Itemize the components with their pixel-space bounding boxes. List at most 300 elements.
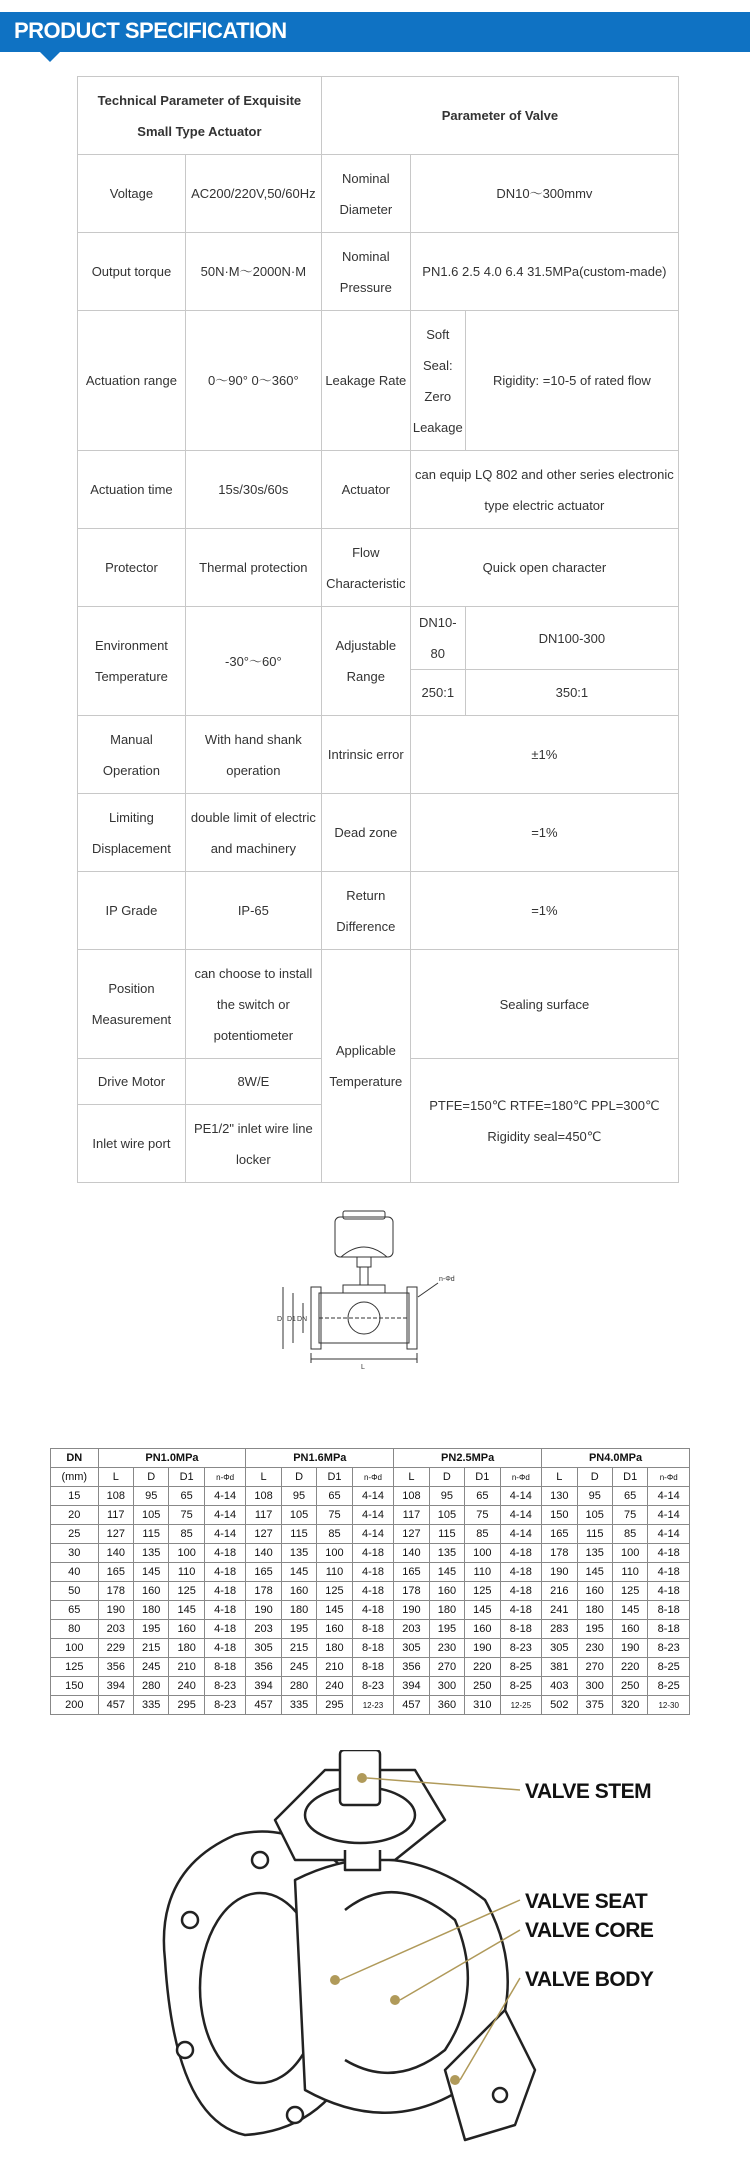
dims-cell: 4-14	[204, 1525, 246, 1544]
dims-cell: 230	[429, 1639, 464, 1658]
table-row	[51, 1620, 690, 1639]
dims-cell: 105	[281, 1506, 316, 1525]
dims-cell: 4-14	[204, 1506, 246, 1525]
dims-cell: 216	[542, 1582, 577, 1601]
dims-cell: 8-23	[500, 1639, 542, 1658]
dims-cell: 145	[465, 1601, 500, 1620]
dims-dn-cell: 125	[51, 1658, 99, 1677]
dims-cell: 195	[281, 1620, 316, 1639]
spec-value: Quick open character	[410, 529, 678, 607]
dims-cell: 140	[394, 1544, 429, 1563]
spec-label: Protector	[78, 529, 186, 607]
drawing-label: D1	[287, 1316, 296, 1323]
dims-cell: 105	[429, 1506, 464, 1525]
dims-cell: 125	[317, 1582, 352, 1601]
dims-cell: 85	[465, 1525, 500, 1544]
dims-cell: 160	[317, 1620, 352, 1639]
dims-cell: 75	[169, 1506, 204, 1525]
dims-cell: 105	[133, 1506, 168, 1525]
dims-cell: 215	[133, 1639, 168, 1658]
dims-cell: 95	[281, 1487, 316, 1506]
dims-subheader: D	[429, 1468, 464, 1487]
table-row	[51, 1601, 690, 1620]
dims-cell: 190	[98, 1601, 133, 1620]
dims-cell: 135	[429, 1544, 464, 1563]
spec-row	[78, 794, 679, 872]
dims-cell: 502	[542, 1696, 577, 1715]
dims-cell: 160	[612, 1620, 647, 1639]
dims-cell: 127	[246, 1525, 281, 1544]
dims-cell: 305	[246, 1639, 281, 1658]
dims-cell: 165	[246, 1563, 281, 1582]
dims-cell: 165	[542, 1525, 577, 1544]
dims-cell: 4-14	[352, 1487, 394, 1506]
dims-cell: 150	[542, 1506, 577, 1525]
spec-subvalue: DN100-300	[465, 607, 678, 670]
core-accent	[390, 1995, 400, 2005]
spec-label: Limiting Displacement	[78, 794, 186, 872]
dims-group-header: PN1.0MPa	[98, 1449, 246, 1468]
dims-cell: 4-18	[204, 1639, 246, 1658]
dims-cell: 190	[394, 1601, 429, 1620]
dims-cell: 160	[281, 1582, 316, 1601]
dims-cell: 4-18	[648, 1563, 690, 1582]
dims-cell: 210	[317, 1658, 352, 1677]
dims-cell: 190	[612, 1639, 647, 1658]
dims-cell: 280	[281, 1677, 316, 1696]
dims-cell: 190	[246, 1601, 281, 1620]
dims-cell: 95	[133, 1487, 168, 1506]
dims-cell: 335	[281, 1696, 316, 1715]
dims-cell: 403	[542, 1677, 577, 1696]
spec-value: can equip LQ 802 and other series electronic type electric actuator	[410, 451, 678, 529]
spec-value: Thermal protection	[185, 529, 321, 607]
dims-cell: 4-18	[500, 1582, 542, 1601]
spec-temp-line: PTFE=150℃ RTFE=180℃ PPL=300℃	[429, 1097, 660, 1113]
dims-subheader: L	[394, 1468, 429, 1487]
dims-cell: 145	[429, 1563, 464, 1582]
spec-header-right: Parameter of Valve	[321, 77, 678, 155]
drawing-label: DN	[297, 1316, 308, 1323]
dims-cell: 4-14	[352, 1506, 394, 1525]
dims-dn-cell: 65	[51, 1601, 99, 1620]
dims-cell: 85	[612, 1525, 647, 1544]
dims-cell: 100	[612, 1544, 647, 1563]
spec-label: Adjustable Range	[321, 607, 410, 716]
table-row	[51, 1563, 690, 1582]
dims-cell: 4-18	[500, 1544, 542, 1563]
dims-subheader: D1	[317, 1468, 352, 1487]
dims-cell: 8-18	[352, 1658, 394, 1677]
dims-cell: 4-14	[500, 1487, 542, 1506]
dims-cell: 240	[317, 1677, 352, 1696]
bolt-hole	[493, 2088, 507, 2102]
dims-cell: 310	[465, 1696, 500, 1715]
dims-cell: 145	[169, 1601, 204, 1620]
spec-value: PE1/2" inlet wire line locker	[185, 1105, 321, 1183]
dims-group-header: PN1.6MPa	[246, 1449, 394, 1468]
dims-cell: 305	[542, 1639, 577, 1658]
dims-cell: 8-23	[352, 1677, 394, 1696]
dims-cell: 108	[98, 1487, 133, 1506]
dims-cell: 220	[612, 1658, 647, 1677]
dims-cell: 8-18	[648, 1601, 690, 1620]
bracket	[357, 1257, 371, 1267]
dims-cell: 125	[612, 1582, 647, 1601]
dims-cell: 100	[317, 1544, 352, 1563]
spec-value: Sealing surface	[410, 950, 678, 1059]
dims-cell: 4-18	[648, 1582, 690, 1601]
dims-cell: 117	[246, 1506, 281, 1525]
valve-body-label: VALVE BODY	[525, 1968, 654, 1991]
dims-cell: 160	[133, 1582, 168, 1601]
seat-accent	[330, 1975, 340, 1985]
dims-cell: 110	[169, 1563, 204, 1582]
dims-cell: 160	[577, 1582, 612, 1601]
table-row	[51, 1639, 690, 1658]
dims-cell: 4-18	[352, 1544, 394, 1563]
spec-value: double limit of electric and machinery	[185, 794, 321, 872]
spec-label: Output torque	[78, 233, 186, 311]
dims-cell: 4-18	[500, 1563, 542, 1582]
dims-cell: 160	[465, 1620, 500, 1639]
dims-cell: 8-25	[500, 1658, 542, 1677]
spec-label: Actuation time	[78, 451, 186, 529]
dims-cell: 75	[612, 1506, 647, 1525]
dims-cell: 245	[281, 1658, 316, 1677]
spec-label: Flow Characteristic	[321, 529, 410, 607]
dims-cell: 127	[394, 1525, 429, 1544]
dims-dn-cell: 200	[51, 1696, 99, 1715]
spec-row	[78, 155, 679, 233]
dims-cell: 178	[394, 1582, 429, 1601]
dims-cell: 180	[429, 1601, 464, 1620]
dims-cell: 356	[246, 1658, 281, 1677]
spec-header-left: Technical Parameter of Exquisite Small Type Actuator	[78, 77, 322, 155]
dims-cell: 457	[98, 1696, 133, 1715]
spec-label: Actuation range	[78, 311, 186, 451]
spec-value: IP-65	[185, 872, 321, 950]
spec-value: can choose to install the switch or potentiometer	[185, 950, 321, 1059]
dims-cell: 4-14	[648, 1487, 690, 1506]
dims-cell: 95	[429, 1487, 464, 1506]
dims-cell: 8-23	[204, 1677, 246, 1696]
drawing-label: n-Φd	[439, 1276, 455, 1283]
dims-cell: 270	[577, 1658, 612, 1677]
dims-cell: 215	[281, 1639, 316, 1658]
valve-stem-label: VALVE STEM	[525, 1780, 652, 1803]
dims-cell: 145	[133, 1563, 168, 1582]
spec-label: Inlet wire port	[78, 1105, 186, 1183]
dims-cell: 295	[317, 1696, 352, 1715]
dims-cell: 180	[317, 1639, 352, 1658]
dims-cell: 4-14	[352, 1525, 394, 1544]
stem-accent	[357, 1773, 367, 1783]
dims-cell: 295	[169, 1696, 204, 1715]
spec-label: Actuator	[321, 451, 410, 529]
dims-subheader: n-Φd	[204, 1468, 246, 1487]
dims-cell: 178	[246, 1582, 281, 1601]
dims-cell: 140	[98, 1544, 133, 1563]
spec-label: Intrinsic error	[321, 716, 410, 794]
dims-cell: 180	[281, 1601, 316, 1620]
dims-cell: 130	[542, 1487, 577, 1506]
dims-cell: 8-23	[204, 1696, 246, 1715]
dims-cell: 180	[169, 1639, 204, 1658]
dims-cell: 356	[98, 1658, 133, 1677]
dims-dn-cell: 150	[51, 1677, 99, 1696]
dims-cell: 115	[281, 1525, 316, 1544]
dims-cell: 4-18	[204, 1582, 246, 1601]
bolt-hole	[287, 2107, 303, 2123]
dims-cell: 203	[394, 1620, 429, 1639]
dims-cell: 160	[169, 1620, 204, 1639]
dims-cell: 100	[465, 1544, 500, 1563]
spec-value: PN1.6 2.5 4.0 6.4 31.5MPa(custom-made)	[410, 233, 678, 311]
dims-cell: 4-18	[204, 1620, 246, 1639]
dims-cell: 117	[394, 1506, 429, 1525]
bolt-hole	[182, 1912, 198, 1928]
table-row	[51, 1487, 690, 1506]
dims-cell: 300	[577, 1677, 612, 1696]
valve-core-label: VALVE CORE	[525, 1919, 654, 1942]
dims-cell: 245	[133, 1658, 168, 1677]
dims-dn-cell: 25	[51, 1525, 99, 1544]
dims-cell: 178	[542, 1544, 577, 1563]
dims-cell: 12-25	[500, 1696, 542, 1715]
dims-cell: 356	[394, 1658, 429, 1677]
dims-cell: 110	[465, 1563, 500, 1582]
dims-cell: 8-25	[500, 1677, 542, 1696]
drawing-label: D	[277, 1316, 283, 1323]
dims-cell: 241	[542, 1601, 577, 1620]
dims-cell: 110	[612, 1563, 647, 1582]
dims-cell: 115	[577, 1525, 612, 1544]
dims-cell: 280	[133, 1677, 168, 1696]
dims-dn-label: DN	[51, 1449, 99, 1468]
table-row	[51, 1525, 690, 1544]
dims-subheader: L	[246, 1468, 281, 1487]
dims-cell: 4-14	[648, 1525, 690, 1544]
dims-subheader: L	[542, 1468, 577, 1487]
dims-subheader: L	[98, 1468, 133, 1487]
header-notch	[40, 52, 60, 62]
dims-cell: 375	[577, 1696, 612, 1715]
dims-cell: 283	[542, 1620, 577, 1639]
dims-cell: 165	[394, 1563, 429, 1582]
spec-value: ±1%	[410, 716, 678, 794]
dims-cell: 203	[98, 1620, 133, 1639]
spec-label: Drive Motor	[78, 1059, 186, 1105]
actuator-body	[335, 1217, 393, 1257]
dims-cell: 394	[98, 1677, 133, 1696]
dims-cell: 115	[429, 1525, 464, 1544]
spec-label: Nominal Pressure	[321, 233, 410, 311]
dims-cell: 394	[246, 1677, 281, 1696]
spec-label: Voltage	[78, 155, 186, 233]
dims-group-header: PN2.5MPa	[394, 1449, 542, 1468]
dims-cell: 145	[612, 1601, 647, 1620]
dims-cell: 203	[246, 1620, 281, 1639]
dims-cell: 85	[317, 1525, 352, 1544]
dims-subheader: D	[577, 1468, 612, 1487]
dims-cell: 125	[465, 1582, 500, 1601]
dims-cell: 95	[577, 1487, 612, 1506]
dims-cell: 4-18	[204, 1544, 246, 1563]
spec-subvalue: Soft Seal: Zero Leakage	[410, 311, 465, 451]
dims-cell: 4-18	[500, 1601, 542, 1620]
spec-label: Environment Temperature	[78, 607, 186, 716]
dims-cell: 190	[542, 1563, 577, 1582]
dims-cell: 360	[429, 1696, 464, 1715]
spec-label: Dead zone	[321, 794, 410, 872]
dims-cell: 4-18	[204, 1601, 246, 1620]
spec-label: Nominal Diameter	[321, 155, 410, 233]
dims-subheader: D1	[465, 1468, 500, 1487]
dims-cell: 110	[317, 1563, 352, 1582]
dims-cell: 8-18	[648, 1620, 690, 1639]
spec-value: AC200/220V,50/60Hz	[185, 155, 321, 233]
drawing-label: L	[361, 1364, 365, 1371]
dims-cell: 108	[246, 1487, 281, 1506]
dims-cell: 381	[542, 1658, 577, 1677]
dims-dn-cell: 40	[51, 1563, 99, 1582]
dims-cell: 4-18	[648, 1544, 690, 1563]
dims-cell: 305	[394, 1639, 429, 1658]
dims-cell: 4-14	[500, 1525, 542, 1544]
dims-mm-label: (mm)	[51, 1468, 99, 1487]
dims-cell: 125	[169, 1582, 204, 1601]
dims-cell: 220	[465, 1658, 500, 1677]
dims-dn-cell: 50	[51, 1582, 99, 1601]
dims-cell: 165	[98, 1563, 133, 1582]
dims-cell: 135	[577, 1544, 612, 1563]
actuator-cap	[343, 1211, 385, 1219]
dims-cell: 105	[577, 1506, 612, 1525]
actuator-handle	[341, 1247, 387, 1257]
dims-subheader: D	[133, 1468, 168, 1487]
spec-row	[78, 233, 679, 311]
spec-value: 15s/30s/60s	[185, 451, 321, 529]
spec-temp-line: Rigidity seal=450℃	[487, 1128, 602, 1144]
dims-subheader: D1	[612, 1468, 647, 1487]
dims-cell: 4-14	[648, 1506, 690, 1525]
spec-value: DN10～300mmv	[410, 155, 678, 233]
spec-value: =1%	[410, 872, 678, 950]
dims-cell: 85	[169, 1525, 204, 1544]
dims-cell: 8-18	[352, 1620, 394, 1639]
table-row	[51, 1696, 690, 1715]
dims-cell: 195	[577, 1620, 612, 1639]
table-row	[51, 1506, 690, 1525]
dims-cell: 145	[577, 1563, 612, 1582]
dims-dn-cell: 20	[51, 1506, 99, 1525]
dims-cell: 65	[169, 1487, 204, 1506]
dims-cell: 65	[317, 1487, 352, 1506]
dims-cell: 4-18	[352, 1563, 394, 1582]
dims-cell: 8-23	[648, 1639, 690, 1658]
dims-cell: 229	[98, 1639, 133, 1658]
bolt-hole	[252, 1852, 268, 1868]
dims-cell: 250	[465, 1677, 500, 1696]
dims-cell: 4-14	[204, 1487, 246, 1506]
dims-dn-cell: 15	[51, 1487, 99, 1506]
dims-cell: 8-25	[648, 1677, 690, 1696]
spec-table	[77, 76, 679, 1183]
dims-subheader: D1	[169, 1468, 204, 1487]
spec-label: Leakage Rate	[321, 311, 410, 451]
dims-cell: 65	[612, 1487, 647, 1506]
spec-subvalue: DN10-80	[410, 607, 465, 670]
dims-cell: 210	[169, 1658, 204, 1677]
dims-cell: 320	[612, 1696, 647, 1715]
dims-cell: 394	[394, 1677, 429, 1696]
dims-cell: 240	[169, 1677, 204, 1696]
dims-cell: 65	[465, 1487, 500, 1506]
stem-body	[345, 1850, 380, 1870]
spec-row	[78, 311, 679, 451]
bolt-hole	[177, 2042, 193, 2058]
dims-cell: 4-14	[500, 1506, 542, 1525]
dims-group-row	[51, 1449, 690, 1468]
spec-value: 8W/E	[185, 1059, 321, 1105]
dims-subheader: n-Φd	[352, 1468, 394, 1487]
dims-cell: 135	[133, 1544, 168, 1563]
dims-cell: 335	[133, 1696, 168, 1715]
dims-cell: 160	[429, 1582, 464, 1601]
dims-cell: 457	[246, 1696, 281, 1715]
dims-cell: 145	[281, 1563, 316, 1582]
spec-value: Rigidity: =10-5 of rated flow	[465, 311, 678, 451]
spec-header-row	[78, 77, 679, 155]
dims-cell: 195	[429, 1620, 464, 1639]
dims-cell: 270	[429, 1658, 464, 1677]
spec-value	[410, 1059, 678, 1183]
dims-cell: 300	[429, 1677, 464, 1696]
spec-label: IP Grade	[78, 872, 186, 950]
spec-row	[78, 716, 679, 794]
spec-subvalue: 250:1	[410, 670, 465, 716]
dims-dn-cell: 30	[51, 1544, 99, 1563]
dims-cell: 250	[612, 1677, 647, 1696]
spec-label: Manual Operation	[78, 716, 186, 794]
dims-cell: 190	[465, 1639, 500, 1658]
dims-cell: 12-30	[648, 1696, 690, 1715]
spec-row	[78, 607, 679, 670]
spec-row	[78, 872, 679, 950]
dims-cell: 135	[281, 1544, 316, 1563]
dims-cell: 145	[317, 1601, 352, 1620]
dims-subheader: n-Φd	[500, 1468, 542, 1487]
spec-value: 50N·M～2000N·M	[185, 233, 321, 311]
spec-value: 0～90° 0～360°	[185, 311, 321, 451]
valve-neck	[343, 1285, 385, 1293]
spec-label: Applicable Temperature	[321, 950, 410, 1183]
spec-row	[78, 950, 679, 1059]
valve-cutaway-illustration	[145, 1750, 725, 2150]
dims-cell: 75	[465, 1506, 500, 1525]
dims-cell: 457	[394, 1696, 429, 1715]
spec-row	[78, 529, 679, 607]
dims-cell: 108	[394, 1487, 429, 1506]
section-header	[0, 0, 750, 62]
dims-cell: 178	[98, 1582, 133, 1601]
table-row	[51, 1544, 690, 1563]
dims-cell: 230	[577, 1639, 612, 1658]
table-row	[51, 1658, 690, 1677]
dims-cell: 8-18	[352, 1639, 394, 1658]
spec-row	[78, 451, 679, 529]
